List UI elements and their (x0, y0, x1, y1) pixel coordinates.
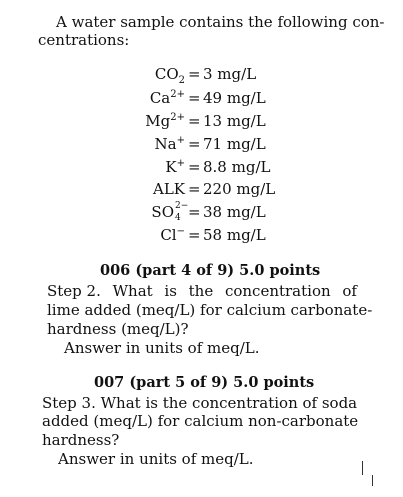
species-k: K+ (165, 158, 185, 176)
equals-sign: = (188, 112, 201, 130)
question-006-line-3: hardness (meq/L)? (47, 320, 189, 338)
concentration-row-mg (0, 111, 403, 131)
concentration-row-co2 (0, 64, 403, 84)
question-006-line-1: Step 2. What is the concentration of (47, 282, 357, 300)
value-ca: 49 mg/L (203, 89, 266, 107)
question-007-heading: 007 (part 5 of 9) 5.0 points (94, 374, 315, 391)
question-007-line-2: added (meq/L) for calcium non-carbonate (42, 412, 359, 430)
value-k: 8.8 mg/L (203, 158, 271, 176)
species-mg: $Mg^{2+}$ (145, 112, 185, 130)
text-cursor-icon (362, 461, 363, 475)
concentration-row-cl (0, 225, 403, 245)
equals-sign: = (188, 180, 201, 198)
question-007-line-1: Step 3. What is the concentration of soda (42, 394, 358, 412)
concentration-row-ca (0, 88, 403, 108)
question-007-line-3: hardness? (42, 431, 120, 449)
value-co2: 3 mg/L (203, 65, 257, 83)
text-cursor-icon-2 (372, 475, 373, 486)
concentration-row-so4 (0, 202, 403, 222)
equals-sign: = (188, 203, 201, 221)
value-so4: 38 mg/L (203, 203, 266, 221)
question-006-line-2: lime added (meq/L) for calcium carbonate- (47, 301, 373, 319)
concentration-row-alk (0, 179, 403, 199)
species-alk: ALK (153, 180, 185, 198)
value-alk: 220 mg/L (203, 180, 276, 198)
intro-line-1: A water sample contains the following con- (56, 13, 385, 31)
value-cl: 58 mg/L (203, 226, 266, 244)
species-na: Na+ (154, 135, 185, 153)
equals-sign: = (188, 158, 201, 176)
equals-sign: = (188, 65, 201, 83)
equals-sign: = (188, 89, 201, 107)
question-006-answer-units: Answer in units of meq/L. (64, 339, 260, 357)
species-so4: SO 2− 4 (151, 201, 189, 223)
species-cl: Cl− (160, 226, 185, 244)
question-007-answer-units: Answer in units of meq/L. (58, 450, 254, 468)
concentration-row-k (0, 157, 403, 177)
species-co2: $CO_2$ (154, 65, 185, 86)
concentration-row-na (0, 134, 403, 154)
value-mg: 13 mg/L (203, 112, 266, 130)
question-006-heading: 006 (part 4 of 9) 5.0 points (100, 262, 321, 279)
intro-line-2: centrations: (38, 31, 130, 49)
species-ca: $Ca^{2+}$ (149, 89, 185, 107)
equals-sign: = (188, 135, 201, 153)
equals-sign: = (188, 226, 201, 244)
value-na: 71 mg/L (203, 135, 266, 153)
